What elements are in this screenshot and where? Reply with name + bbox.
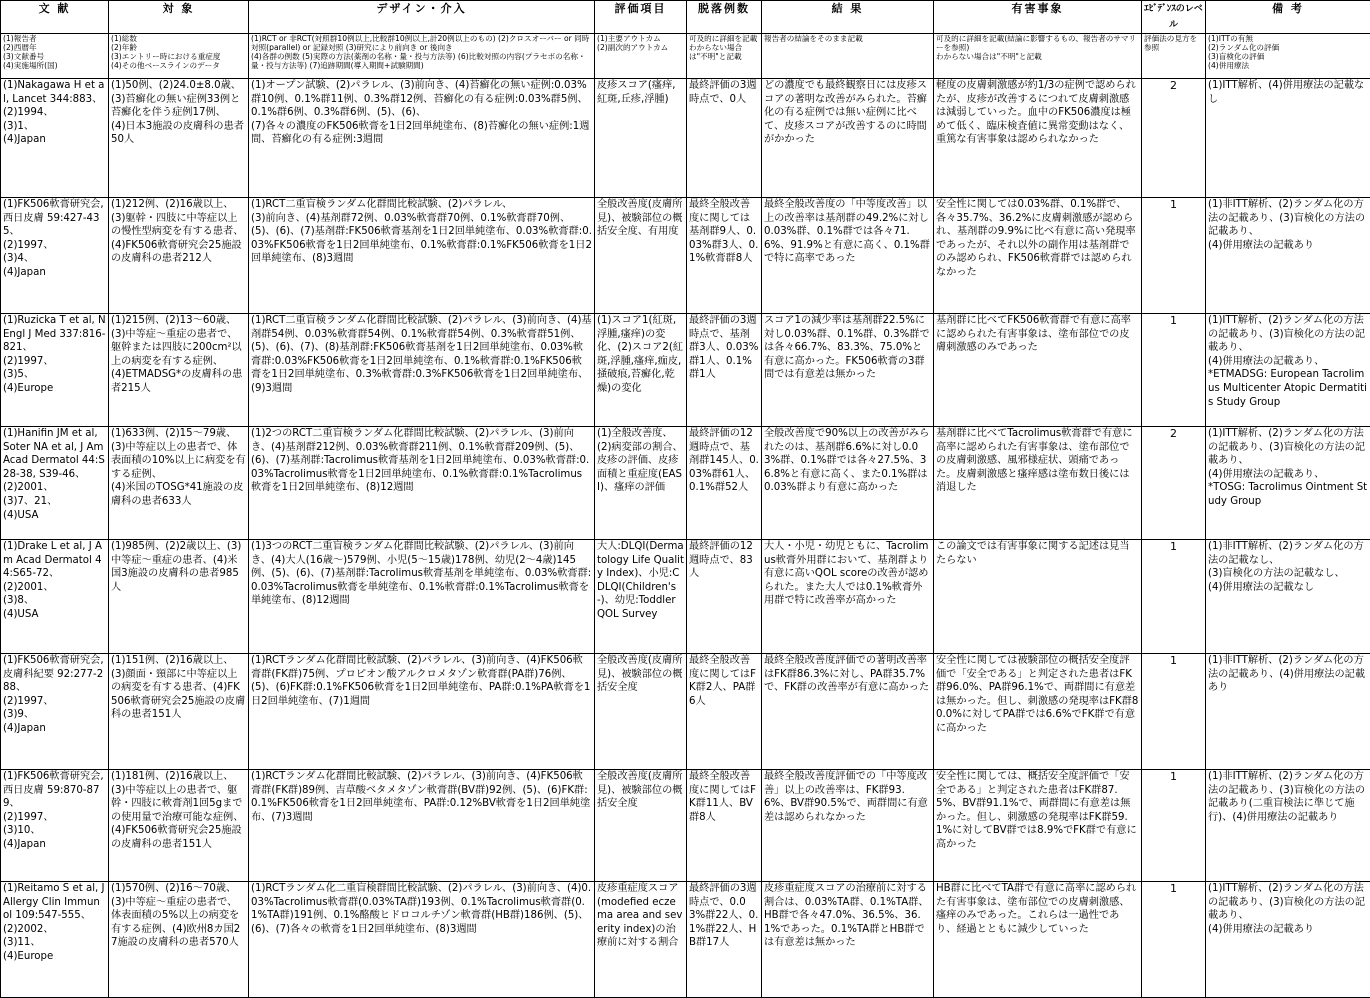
cell-line: (1)633例、(2)15〜79歳、(3)中等症以上の患者で、体表面積の10%以上に病変を有する症例、 bbox=[111, 427, 246, 481]
guide-subjects bbox=[109, 34, 249, 79]
cell-line: HB群に比べてTA群で有意に高率に認められた有害事象は、塗布部位での皮膚刺激感、瘙痒のみであった。これらは一過性であり、経過とともに減少していった bbox=[936, 882, 1139, 936]
cell-reference bbox=[1, 79, 109, 198]
cell-line: (1)RCTランダム化群間比較試験、(2)パラレル、(3)前向き、(4)FK506軟膏群(FK群)75例、プロピオン酸アルクロメタゾン軟膏群(PA群)76例、(5)、(6)FK群:0.1%FK506軟膏を1日2回単純塗布、PA群:0.1%PA軟膏を1日2回単純塗布、(7)1週間 bbox=[251, 654, 592, 708]
cell-line: (3)1、 bbox=[3, 120, 106, 134]
cell-evaluation bbox=[595, 654, 687, 770]
cell-line: (1)非ITT解析、(2)ランダム化の方法の記載あり、(3)盲検化の方法の記載あり(二重盲検法に準じて施行)、(4)併用療法の記載あり bbox=[1208, 770, 1368, 824]
cell-evaluation bbox=[595, 314, 687, 427]
cell-line: (4)Japan bbox=[3, 838, 106, 852]
cell-line: (1)ITT解析、(2)ランダム化の方法の記載あり、(3)盲検化の方法の記載あり、 bbox=[1208, 882, 1368, 923]
table-row bbox=[1, 427, 1370, 540]
cell-line: 可及的に詳細を記載(結論に影響するもの、報告者のサマリーを参照) bbox=[936, 34, 1139, 52]
cell-evaluation bbox=[595, 79, 687, 198]
header-evidence-level: ｴﾋﾞﾃﾞﾝｽのレベル bbox=[1142, 1, 1206, 34]
cell-dropouts bbox=[687, 198, 762, 314]
cell-line: (1)50例、(2)24.0±8.0歳、(3)苔癬化の無い症例33例と苔癬化を伴う症例17例、 bbox=[111, 79, 246, 120]
header-design: デザイン・介入 bbox=[249, 1, 595, 34]
cell-line: (3)盲検化の評価 bbox=[1208, 52, 1368, 61]
cell-line: (3)前向き、(4)基剤群72例、0.03%軟膏群70例、0.1%軟膏群70例、(5)、(6)、(7)基剤群:FK506軟膏基剤を1日2回単純塗布、0.03%軟膏群:0.03%FK506軟膏を1日2回単純塗布、0.1%軟膏群:0.1%FK506軟膏を1日2回単純塗布、(8)3週間 bbox=[251, 212, 592, 266]
cell-line: (4)日本3施設の皮膚科の患者50人 bbox=[111, 120, 246, 147]
cell-evidence-level: 1 bbox=[1142, 198, 1206, 314]
cell-line: (1)非ITT解析、(2)ランダム化の方法の記載あり、(4)併用療法の記載あり bbox=[1208, 654, 1368, 695]
cell-line: 最終全般改善度に関してはFK群11人、BV群8人 bbox=[689, 770, 759, 824]
cell-adverse-events bbox=[934, 654, 1142, 770]
cell-line: (4)Japan bbox=[3, 133, 106, 147]
cell-evidence-level: 1 bbox=[1142, 770, 1206, 882]
cell-line: 全般改善度(皮膚所見)、被験部位の概括安全度、有用度 bbox=[597, 198, 684, 239]
cell-line: (1)Ruzicka T et al, N Engl J Med 337:816-821、 bbox=[3, 314, 106, 355]
cell-line: (4)併用療法の記載あり bbox=[1208, 923, 1368, 937]
cell-subjects bbox=[109, 654, 249, 770]
cell-line: (4)Europe bbox=[3, 382, 106, 396]
cell-line: (1)ITT解析、(2)ランダム化の方法の記載あり、(3)盲検化の方法の記載あり、 bbox=[1208, 427, 1368, 468]
cell-dropouts bbox=[687, 314, 762, 427]
cell-evidence-level: 1 bbox=[1142, 882, 1206, 998]
cell-line: (4)併用療法の記載なし bbox=[1208, 581, 1368, 595]
cell-evaluation bbox=[595, 540, 687, 654]
guide-results bbox=[762, 34, 934, 79]
cell-line: (4)ETMADSG*の皮膚科の患者215人 bbox=[111, 368, 246, 395]
header-adverse-events: 有害事象 bbox=[934, 1, 1142, 34]
cell-design bbox=[249, 198, 595, 314]
study-rows bbox=[1, 79, 1370, 998]
table-row bbox=[1, 540, 1370, 654]
cell-line: (3)4、 bbox=[3, 252, 106, 266]
cell-line: (4)併用療法の記載あり bbox=[1208, 239, 1368, 253]
cell-evidence-level: 1 bbox=[1142, 540, 1206, 654]
cell-line: 全般改善度(皮膚所見)、被験部位の概括安全度 bbox=[597, 770, 684, 811]
guide-evaluation bbox=[595, 34, 687, 79]
guide-design bbox=[249, 34, 595, 79]
cell-line: 皮疹重症度スコアの治療前に対する割合は、0.03%TA群、0.1%TA群、HB群で各々47.0%、36.5%、36.1%であった。0.1%TA群とHB群では有意差は無かった bbox=[764, 882, 931, 950]
cell-line: (4)Japan bbox=[3, 266, 106, 280]
cell-line: (1)RCT or 非RCT(対照群10例以上,比較群10例以上,計20例以上のもの) (2)クロスオーバー or 同時対照(parallel) or 記録対照 (3)研究により前向き or 後向き bbox=[251, 34, 592, 52]
cell-notes bbox=[1206, 540, 1370, 654]
cell-reference bbox=[1, 314, 109, 427]
cell-line: 最終評価の12週時点で、83人 bbox=[689, 540, 759, 581]
cell-line: (1)FK506軟膏研究会, 皮膚科紀要 92:277-288、 bbox=[3, 654, 106, 695]
cell-line: 大人:DLQI(Dermatology Life Quality Index)、小児:CDLQI(Children's-)、幼児:Toddler QOL Survey bbox=[597, 540, 684, 622]
cell-line: (4)併用療法の記載あり、 bbox=[1208, 468, 1368, 482]
cell-line: (3)文献番号 bbox=[3, 52, 106, 61]
cell-dropouts bbox=[687, 770, 762, 882]
cell-results bbox=[762, 198, 934, 314]
cell-line: 可及的に詳細を記載 bbox=[689, 34, 759, 43]
cell-line: (1)2つのRCT二重盲検ランダム化群間比較試験、(2)パラレル、(3)前向き、(4)基剤群212例、0.03%軟膏群211例、0.1%軟膏群209例、(5)、(6)、(7)基剤群:Tacrolimus軟膏基剤を1日2回単純塗布、0.03%軟膏群:0.03%Tacrolimus軟膏を1日2回単純塗布、0.1%軟膏群:0.1%Tacrolimus軟膏を1日2回単純塗布、(8)12週間 bbox=[251, 427, 592, 495]
cell-subjects bbox=[109, 427, 249, 540]
cell-line: 全般改善度で90%以上の改善がみられたのは、基剤群6.6%に対し0.03%群、0.1%群では各々27.5%、36.8%と有意に高く、また0.1%群は0.03%群より有意に高かった bbox=[764, 427, 931, 495]
header-subjects: 対 象 bbox=[109, 1, 249, 34]
cell-subjects bbox=[109, 79, 249, 198]
cell-line: (4)米国のTOSG*41施設の皮膚科の患者633人 bbox=[111, 481, 246, 508]
table-row bbox=[1, 882, 1370, 998]
table-row bbox=[1, 198, 1370, 314]
cell-adverse-events bbox=[934, 427, 1142, 540]
cell-line: (1)報告者 bbox=[3, 34, 106, 43]
header-guide-row bbox=[1, 34, 1370, 79]
cell-line: 基剤群に比べてTacrolimus軟膏群で有意に高率に認められた有害事象は、塗布部位での皮膚刺激感、風邪様症状、頭痛であった。皮膚刺激感と瘙痒感は塗布数日後には消退した bbox=[936, 427, 1139, 495]
cell-line: (1)ITTの有無 bbox=[1208, 34, 1368, 43]
cell-line: *TOSG: Tacrolimus Ointment Study Group bbox=[1208, 481, 1368, 508]
cell-line: (1)主要アウトカム bbox=[597, 34, 684, 43]
cell-line: (1)RCTランダム化二重盲検群間比較試験、(2)パラレル、(3)前向き、(4)0.03%Tacrolimus軟膏群(0.03%TA群)193例、0.1%Tacrolimus軟膏群(0.1%TA群)191例、0.1%酪酸ヒドロコルチゾン軟膏群(HB群)186例、(5)、(6)、(7)各々の軟膏を1日2回単純塗布、(8)3週間 bbox=[251, 882, 592, 936]
cell-line: (1)非ITT解析、(2)ランダム化の方法の記載あり、(3)盲検化の方法の記載あり、 bbox=[1208, 198, 1368, 239]
cell-line: (2)年齢 bbox=[111, 43, 246, 52]
cell-line: (2)2001、 bbox=[3, 581, 106, 595]
cell-line: どの濃度でも最終観察日には皮疹スコアの著明な改善がみられた。苔癬化の有る症例では無い症例に比べて、皮疹スコアが改善するのに時間がかかった bbox=[764, 79, 931, 147]
cell-line: (1)Hanifin JM et al, Soter NA et al, J Am Acad Dermatol 44:S28-38, S39-46、 bbox=[3, 427, 106, 481]
cell-line: (2)1997、 bbox=[3, 355, 106, 369]
cell-line: (1)RCTランダム化群間比較試験、(2)パラレル、(3)前向き、(4)FK506軟膏群(FK群)89例、吉草酸ベタメタゾン軟膏群(BV群)92例、(5)、(6)FK群:0.1%FK506軟膏を1日2回単純塗布、PA群:0.12%BV軟膏を1日2回単純塗布、(7)3週間 bbox=[251, 770, 592, 824]
guide-evidence-level bbox=[1142, 34, 1206, 79]
cell-line: (4)Europe bbox=[3, 950, 106, 964]
cell-results bbox=[762, 427, 934, 540]
cell-subjects bbox=[109, 540, 249, 654]
cell-line: 最終全般改善度に関しては基剤群9人、0.03%群3人、0.1%軟膏群8人 bbox=[689, 198, 759, 266]
cell-line: (4)USA bbox=[3, 608, 106, 622]
cell-line: 最終評価の3週時点で、0人 bbox=[689, 79, 759, 106]
cell-line: (3)盲検化の方法の記載なし、 bbox=[1208, 567, 1368, 581]
cell-notes bbox=[1206, 882, 1370, 998]
cell-design bbox=[249, 79, 595, 198]
cell-dropouts bbox=[687, 79, 762, 198]
cell-line: (2)ランダム化の評価 bbox=[1208, 43, 1368, 52]
table-row bbox=[1, 79, 1370, 198]
cell-line: この論文では有害事象に関する記述は見当たらない bbox=[936, 540, 1139, 567]
cell-line: 全般改善度(皮膚所見)、被験部位の概括安全度 bbox=[597, 654, 684, 695]
cell-notes bbox=[1206, 198, 1370, 314]
cell-line: 評価法の見方を参照 bbox=[1144, 34, 1203, 52]
cell-line: (1)オープン試験、(2)パラレル、(3)前向き、(4)苔癬化の無い症例:0.03%群10例、0.1%群11例、0.3%群12例、苔癬化の有る症例:0.03%群5例、0.1%群6例、0.3%群6例、(5)、(6)、 bbox=[251, 79, 592, 120]
cell-reference bbox=[1, 540, 109, 654]
cell-line: 最終評価の3週時点で、0.03%群22人、0.1%群22人、HB群17人 bbox=[689, 882, 759, 950]
cell-line: 最終評価の12週時点で、基剤群145人、0.03%群61人、0.1%群52人 bbox=[689, 427, 759, 495]
cell-adverse-events bbox=[934, 770, 1142, 882]
cell-line: 大人・小児・幼児ともに、Tacrolimus軟膏外用群において、基剤群より有意に高いQOL scoreの改善が認められた。また大人では0.1%軟膏外用群で特に改善率が高かった bbox=[764, 540, 931, 608]
cell-reference bbox=[1, 882, 109, 998]
cell-evaluation bbox=[595, 427, 687, 540]
cell-line: (7)各々の濃度のFK506軟膏を1日2回単純塗布、(8)苔癬化の無い症例:1週間、苔癬化の有る症例:3週間 bbox=[251, 120, 592, 147]
cell-evaluation bbox=[595, 198, 687, 314]
cell-line: (1)151例、(2)16歳以上、(3)顔面・頸部に中等症以上の病変を有する患者、(4)FK506軟膏研究会25施設の皮膚科の患者151人 bbox=[111, 654, 246, 722]
cell-line: (1)RCT二重盲検ランダム化群間比較試験、(2)パラレル、(3)前向き、(4)基剤群54例、0.03%軟膏群54例、0.1%軟膏群54例、0.3%軟膏群51例、(5)、(6)、(7)、(8)基剤群:FK506軟膏基剤を1日2回単純塗布、0.03%軟膏群:0.03%FK506軟膏を1日2回単純塗布、0.1%軟膏群:0.1%FK506軟膏を1日2回単純塗布、0.3%軟膏群:0.3%FK506軟膏を1日2回単純塗布、(9)3週間 bbox=[251, 314, 592, 396]
cell-line: (1)ITT解析、(2)ランダム化の方法の記載あり、(3)盲検化の方法の記載あり、 bbox=[1208, 314, 1368, 355]
cell-line: (1)全般改善度、(2)病変部の割合、皮疹の評価、皮疹面積と重症度(EASI)、瘙痒の評価 bbox=[597, 427, 684, 495]
table-row bbox=[1, 770, 1370, 882]
guide-dropouts bbox=[687, 34, 762, 79]
header-title-row bbox=[1, 1, 1370, 34]
cell-evaluation bbox=[595, 770, 687, 882]
cell-design bbox=[249, 427, 595, 540]
cell-adverse-events bbox=[934, 314, 1142, 427]
cell-notes bbox=[1206, 770, 1370, 882]
cell-line: (4)併用療法の記載あり、 bbox=[1208, 355, 1368, 369]
cell-line: 最終全般改善度に関してはFK群2人、PA群6人 bbox=[689, 654, 759, 708]
cell-line: (2)1997、 bbox=[3, 239, 106, 253]
cell-design bbox=[249, 654, 595, 770]
cell-line: 安全性に関しては被験部位の概括安全度評価で「安全である」と判定された患者はFK群96.0%、PA群96.1%で、両群間に有意差は無かった。但し、刺激感の発現率はFK群80.0%に対してPA群では6.6%でFK群で有意に高かった bbox=[936, 654, 1139, 736]
cell-line: (1)Drake L et al, J Am Acad Dermatol 44:S65-72、 bbox=[3, 540, 106, 581]
cell-notes bbox=[1206, 314, 1370, 427]
cell-adverse-events bbox=[934, 540, 1142, 654]
cell-line: (4)実施場所(国) bbox=[3, 61, 106, 70]
cell-line: 安全性に関しては、概括安全度評価で「安全である」と判定された患者はFK群87.5%、BV群91.1%で、両群間に有意差は無かった。但し、刺激感の発現率はFK群59.1%に対してBV群では8.9%でFK群で有意に高かった bbox=[936, 770, 1139, 852]
cell-line: (1)181例、(2)16歳以上、(3)中等症以上の患者で、躯幹・四肢に軟膏剤1回5gまでの使用量で治療可能な症例、(4)FK506軟膏研究会25施設の皮膚科の患者151人 bbox=[111, 770, 246, 852]
cell-line: 最終評価の3週時点で、基剤群3人、0.03%群1人、0.1%群1人 bbox=[689, 314, 759, 382]
cell-line: (2)2002、 bbox=[3, 923, 106, 937]
header-results: 結 果 bbox=[762, 1, 934, 34]
cell-line: 基剤群に比べてFK506軟膏群で有意に高率に認められた有害事象は、塗布部位での皮膚刺激感のみであった bbox=[936, 314, 1139, 355]
cell-results bbox=[762, 79, 934, 198]
cell-design bbox=[249, 770, 595, 882]
cell-line: (1)FK506軟膏研究会, 西日皮膚 59:870-879、 bbox=[3, 770, 106, 811]
cell-line: (1)212例、(2)16歳以上、(3)躯幹・四肢に中等症以上の慢性型病変を有する患者、 bbox=[111, 198, 246, 239]
cell-line: 最終全般改善度の「中等度改善」以上の改善率は基剤群の49.2%に対し0.03%群、0.1%群では各々71.6%、91.9%と有意に高く、0.1%群で特に高率であった bbox=[764, 198, 931, 266]
cell-line: (1)985例、(2)2歳以上、(3)中等症〜重症の患者、(4)米国3施設の皮膚科の患者985人 bbox=[111, 540, 246, 594]
cell-line: 報告者の結論をそのまま記載 bbox=[764, 34, 931, 43]
cell-line: (2)1997、 bbox=[3, 811, 106, 825]
cell-reference bbox=[1, 654, 109, 770]
cell-subjects bbox=[109, 198, 249, 314]
cell-notes bbox=[1206, 654, 1370, 770]
header-notes: 備 考 bbox=[1206, 1, 1370, 34]
cell-design bbox=[249, 314, 595, 427]
cell-design bbox=[249, 540, 595, 654]
cell-evidence-level: 2 bbox=[1142, 427, 1206, 540]
cell-line: (4)併用療法 bbox=[1208, 61, 1368, 70]
cell-dropouts bbox=[687, 540, 762, 654]
cell-line: (2)副次的アウトカム bbox=[597, 43, 684, 52]
cell-reference bbox=[1, 198, 109, 314]
cell-line: (3)5、 bbox=[3, 368, 106, 382]
cell-adverse-events bbox=[934, 882, 1142, 998]
header-dropouts: 脱落例数 bbox=[687, 1, 762, 34]
cell-subjects bbox=[109, 882, 249, 998]
cell-line: 最終全般改善度評価での「中等度改善」以上の改善率は、FK群93.6%、BV群90.5%で、両群間に有意差は認められなかった bbox=[764, 770, 931, 824]
cell-line: 軽度の皮膚刺激感が約1/3の症例で認められたが、皮疹が改善するにつれて皮膚刺激感は減弱していった。血中のFK506濃度は極めて低く、臨床検査値に異常変動はなく、重篤な有害事象は認められなかった bbox=[936, 79, 1139, 147]
cell-line: 皮疹重症度スコア(modefied eczema area and severity index)の治療前に対する割合 bbox=[597, 882, 684, 950]
cell-line: (1)570例、(2)16〜70歳、(3)中等症〜重症の患者で、体表面積の5%以上の病変を有する症例、(4)欧州8カ国27施設の皮膚科の患者570人 bbox=[111, 882, 246, 950]
cell-notes bbox=[1206, 79, 1370, 198]
cell-results bbox=[762, 882, 934, 998]
cell-line: スコア1の減少率は基剤群22.5%に対し0.03%群、0.1%群、0.3%群では各々66.7%、83.3%、75.0%と有意に高かった。FK506軟膏の3群間では有意差は無かった bbox=[764, 314, 931, 382]
cell-dropouts bbox=[687, 654, 762, 770]
cell-evaluation bbox=[595, 882, 687, 998]
cell-results bbox=[762, 314, 934, 427]
cell-line: 皮疹スコア(瘙痒,紅斑,丘疹,浮腫) bbox=[597, 79, 684, 106]
cell-line: (1)215例、(2)13〜60歳、(3)中等症〜重症の患者で、躯幹または四肢に200cm²以上の病変を有する症例、 bbox=[111, 314, 246, 368]
cell-design bbox=[249, 882, 595, 998]
cell-line: 安全性に関しては0.03%群、0.1%群で、各々35.7%、36.2%に皮膚刺激感が認められ、基剤群の9.9%に比べ有意に高い発現率であったが、それ以外の副作用は基剤群でのみ認められ、FK506軟膏群では認められなかった bbox=[936, 198, 1139, 280]
cell-line: わからない場合は"不明"と記載 bbox=[689, 43, 759, 61]
guide-reference bbox=[1, 34, 109, 79]
cell-line: (4)USA bbox=[3, 509, 106, 523]
cell-line: *ETMADSG: European Tacrolimus Multicenter Atopic Dermatitis Study Group bbox=[1208, 368, 1368, 409]
cell-line: (4)各群の例数 (5)実際の方法(薬剤の名称・量・投与方法等) (6)比較対照の内容(プラセボの名称・量・投与方法等) (7)追跡期間(導入期間+試験期間) bbox=[251, 52, 592, 70]
cell-line: わからない場合は"不明"と記載 bbox=[936, 52, 1139, 61]
cell-adverse-events bbox=[934, 79, 1142, 198]
cell-reference bbox=[1, 770, 109, 882]
cell-line: (1)RCT二重盲検ランダム化群間比較試験、(2)パラレル、 bbox=[251, 198, 592, 212]
cell-results bbox=[762, 540, 934, 654]
header-evaluation: 評価項目 bbox=[595, 1, 687, 34]
cell-line: (2)西暦年 bbox=[3, 43, 106, 52]
cell-subjects bbox=[109, 314, 249, 427]
table-row bbox=[1, 654, 1370, 770]
header-reference: 文 献 bbox=[1, 1, 109, 34]
cell-line: (1)Reitamo S et al, J Allergy Clin Immunol 109:547-555、 bbox=[3, 882, 106, 923]
cell-line: (4)Japan bbox=[3, 722, 106, 736]
cell-line: (1)ITT解析、(4)併用療法の記載なし bbox=[1208, 79, 1368, 106]
cell-line: (3)8、 bbox=[3, 594, 106, 608]
guide-adverse-events bbox=[934, 34, 1142, 79]
cell-line: (1)非ITT解析、(2)ランダム化の方法の記載なし、 bbox=[1208, 540, 1368, 567]
cell-line: (1)Nakagawa H et al, Lancet 344:883、 bbox=[3, 79, 106, 106]
cell-results bbox=[762, 654, 934, 770]
cell-line: (3)10、 bbox=[3, 824, 106, 838]
cell-line: (1)FK506軟膏研究会, 西日皮膚 59:427-435、 bbox=[3, 198, 106, 239]
cell-line: (1)総数 bbox=[111, 34, 246, 43]
cell-line: (3)エントリー時における重症度 bbox=[111, 52, 246, 61]
cell-notes bbox=[1206, 427, 1370, 540]
cell-line: (4)FK506軟膏研究会25施設の皮膚科の患者212人 bbox=[111, 239, 246, 266]
cell-line: (2)1994、 bbox=[3, 106, 106, 120]
cell-evidence-level: 1 bbox=[1142, 654, 1206, 770]
cell-reference bbox=[1, 427, 109, 540]
guide-notes bbox=[1206, 34, 1370, 79]
cell-adverse-events bbox=[934, 198, 1142, 314]
cell-line: (1)3つのRCT二重盲検ランダム化群間比較試験、(2)パラレル、(3)前向き、(4)大人(16歳〜)579例、小児(5〜15歳)178例、幼児(2〜4歳)145例、(5)、(6)、(7)基剤群:Tacrolimus軟膏基剤を単純塗布、0.03%軟膏群:0.03%Tacrolimus軟膏を単純塗布、0.1%軟膏群:0.1%Tacrolimus軟膏を単純塗布、(8)12週間 bbox=[251, 540, 592, 608]
cell-dropouts bbox=[687, 427, 762, 540]
cell-line: (3)11、 bbox=[3, 936, 106, 950]
cell-evidence-level: 1 bbox=[1142, 314, 1206, 427]
cell-evidence-level: 2 bbox=[1142, 79, 1206, 198]
cell-line: 最終全般改善度評価での著明改善率はFK群86.3%に対し、PA群35.7%で、FK群の改善率が有意に高かった bbox=[764, 654, 931, 695]
cell-line: (3)7、21、 bbox=[3, 495, 106, 509]
cell-line: (2)1997、 bbox=[3, 695, 106, 709]
cell-line: (4)その他ベースラインのデータ bbox=[111, 61, 246, 70]
cell-subjects bbox=[109, 770, 249, 882]
cell-line: (1)スコア1(紅斑,浮腫,瘙痒)の変化、(2)スコア2(紅斑,浮腫,瘙痒,痂皮,掻破痕,苔癬化,乾燥)の変化 bbox=[597, 314, 684, 396]
cell-results bbox=[762, 770, 934, 882]
cell-dropouts bbox=[687, 882, 762, 998]
cell-line: (2)2001、 bbox=[3, 481, 106, 495]
cell-line: (3)9、 bbox=[3, 708, 106, 722]
table-row bbox=[1, 314, 1370, 427]
